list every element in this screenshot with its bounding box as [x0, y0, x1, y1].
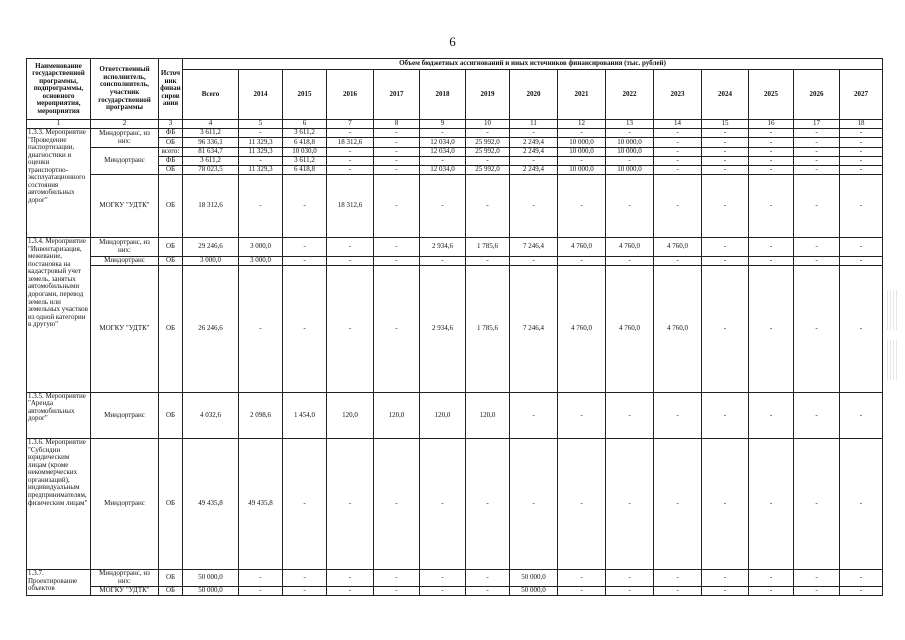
table-row — [27, 256, 883, 265]
value-cell: - — [654, 570, 702, 587]
value-cell: 2 249,4 — [510, 147, 558, 156]
value-cell: - — [702, 147, 749, 156]
value-cell: 49 435,8 — [239, 439, 283, 570]
value-cell: - — [374, 439, 420, 570]
value-cell: 11 329,3 — [239, 147, 283, 156]
value-cell: - — [840, 266, 883, 393]
value-cell: - — [374, 156, 420, 165]
value-cell: - — [794, 570, 840, 587]
value-cell: - — [420, 156, 466, 165]
value-cell: 78 023,5 — [183, 166, 239, 175]
col-index: 3 — [159, 120, 183, 129]
measure-name: 1.3.7. Проектирование объектов — [27, 570, 91, 596]
source-cell: ОБ — [159, 175, 183, 238]
value-cell: - — [840, 129, 883, 138]
header-year: 2014 — [239, 70, 283, 120]
value-cell: - — [558, 129, 606, 138]
value-cell: 12 034,0 — [420, 166, 466, 175]
value-cell: 2 934,6 — [420, 266, 466, 393]
value-cell: - — [558, 156, 606, 165]
value-cell: - — [239, 156, 283, 165]
value-cell: - — [654, 156, 702, 165]
value-cell: - — [840, 138, 883, 147]
value-cell: - — [374, 266, 420, 393]
source-cell: ОБ — [159, 439, 183, 570]
value-cell: - — [510, 256, 558, 265]
col-index: 18 — [840, 120, 883, 129]
value-cell: 2 249,4 — [510, 138, 558, 147]
value-cell: 18 312,6 — [327, 138, 374, 147]
value-cell: 4 032,6 — [183, 392, 239, 438]
table-row — [27, 129, 883, 138]
value-cell: 3 000,0 — [239, 238, 283, 257]
value-cell: - — [749, 166, 794, 175]
value-cell: - — [840, 570, 883, 587]
header-source: Источник финансирования — [159, 59, 183, 120]
value-cell: - — [466, 439, 510, 570]
value-cell: 10 000,0 — [606, 147, 654, 156]
value-cell: - — [420, 129, 466, 138]
executor-cell: Миндортранс — [91, 256, 159, 265]
source-cell: ОБ — [159, 392, 183, 438]
value-cell: - — [558, 175, 606, 238]
header-total: Всего — [183, 70, 239, 120]
value-cell: 1 785,6 — [466, 238, 510, 257]
value-cell: - — [606, 570, 654, 587]
value-cell: - — [510, 392, 558, 438]
col-index: 13 — [606, 120, 654, 129]
value-cell: - — [840, 586, 883, 595]
col-index: 17 — [794, 120, 840, 129]
value-cell: 3 611,2 — [183, 156, 239, 165]
value-cell: - — [374, 147, 420, 156]
value-cell: - — [239, 129, 283, 138]
value-cell: - — [606, 175, 654, 238]
value-cell: - — [239, 175, 283, 238]
value-cell: - — [749, 392, 794, 438]
value-cell: 4 760,0 — [606, 238, 654, 257]
value-cell: - — [466, 256, 510, 265]
executor-cell: МОГКУ "УДТК" — [91, 175, 159, 238]
value-cell: - — [374, 238, 420, 257]
value-cell: - — [283, 586, 327, 595]
col-index: 12 — [558, 120, 606, 129]
col-index: 15 — [702, 120, 749, 129]
value-cell: - — [327, 570, 374, 587]
value-cell: - — [510, 175, 558, 238]
header-year: 2020 — [510, 70, 558, 120]
table-row — [27, 570, 883, 587]
table-row — [27, 175, 883, 238]
value-cell: - — [840, 439, 883, 570]
executor-cell: МОГКУ "УДТК" — [91, 266, 159, 393]
value-cell: - — [749, 439, 794, 570]
value-cell: - — [606, 129, 654, 138]
value-cell: - — [558, 570, 606, 587]
value-cell: 7 246,4 — [510, 266, 558, 393]
value-cell: - — [654, 147, 702, 156]
value-cell: - — [466, 586, 510, 595]
header-year: 2026 — [794, 70, 840, 120]
value-cell: 49 435,8 — [183, 439, 239, 570]
value-cell: - — [510, 156, 558, 165]
value-cell: - — [654, 138, 702, 147]
value-cell: - — [840, 175, 883, 238]
executor-cell: Миндортранс, из них: — [91, 570, 159, 587]
value-cell: - — [283, 570, 327, 587]
value-cell: - — [327, 586, 374, 595]
value-cell: - — [840, 147, 883, 156]
header-name: Наименование государственной программы, подпрограммы, основного мероприятия, мероприятия — [27, 59, 91, 120]
value-cell: 10 000,0 — [606, 138, 654, 147]
value-cell: 4 760,0 — [654, 238, 702, 257]
value-cell: - — [702, 256, 749, 265]
value-cell: - — [794, 147, 840, 156]
value-cell: 12 034,0 — [420, 147, 466, 156]
source-cell: ОБ — [159, 138, 183, 147]
header-year: 2023 — [654, 70, 702, 120]
col-index: 11 — [510, 120, 558, 129]
header-year: 2015 — [283, 70, 327, 120]
value-cell: - — [374, 256, 420, 265]
value-cell: - — [702, 166, 749, 175]
header-year: 2016 — [327, 70, 374, 120]
value-cell: - — [654, 256, 702, 265]
measure-name: 1.3.5. Мероприятие "Аренда автомобильных дорог" — [27, 392, 91, 438]
header-executor: Ответственный исполнитель, соисполнитель, участник государственной программы — [91, 59, 159, 120]
col-index: 2 — [91, 120, 159, 129]
value-cell: 12 034,0 — [420, 138, 466, 147]
header-year: 2017 — [374, 70, 420, 120]
col-index: 4 — [183, 120, 239, 129]
value-cell: - — [654, 392, 702, 438]
col-index: 14 — [654, 120, 702, 129]
value-cell: - — [702, 129, 749, 138]
value-cell: 50 000,0 — [510, 586, 558, 595]
value-cell: - — [702, 439, 749, 570]
value-cell: - — [327, 439, 374, 570]
value-cell: - — [794, 238, 840, 257]
value-cell: 120,0 — [466, 392, 510, 438]
value-cell: - — [283, 439, 327, 570]
value-cell: - — [374, 570, 420, 587]
value-cell: - — [749, 570, 794, 587]
executor-cell: Миндортранс — [91, 147, 159, 175]
page-number: 6 — [449, 34, 456, 49]
col-index: 9 — [420, 120, 466, 129]
value-cell: - — [420, 439, 466, 570]
value-cell: 81 634,7 — [183, 147, 239, 156]
value-cell: - — [794, 392, 840, 438]
value-cell: - — [749, 586, 794, 595]
value-cell: - — [283, 256, 327, 265]
source-cell: ОБ — [159, 256, 183, 265]
value-cell: 3 611,2 — [283, 129, 327, 138]
value-cell: 50 000,0 — [183, 586, 239, 595]
value-cell: - — [702, 570, 749, 587]
value-cell: - — [702, 156, 749, 165]
value-cell: - — [239, 586, 283, 595]
value-cell: - — [702, 586, 749, 595]
table-row — [27, 439, 883, 570]
value-cell: - — [327, 166, 374, 175]
value-cell: 4 760,0 — [654, 266, 702, 393]
col-index: 6 — [283, 120, 327, 129]
source-cell: ОБ — [159, 266, 183, 393]
executor-cell: Миндортранс, из них: — [91, 129, 159, 148]
value-cell: - — [840, 238, 883, 257]
value-cell: 7 246,4 — [510, 238, 558, 257]
value-cell: 6 418,8 — [283, 138, 327, 147]
header-volume: Объем бюджетных ассигнований и иных источников финансирования (тыс. рублей) — [183, 59, 883, 70]
source-cell: ОБ — [159, 238, 183, 257]
value-cell: - — [327, 266, 374, 393]
value-cell: 10 000,0 — [558, 147, 606, 156]
value-cell: - — [374, 138, 420, 147]
source-cell: ФБ — [159, 156, 183, 165]
value-cell: 120,0 — [327, 392, 374, 438]
value-cell: - — [606, 156, 654, 165]
value-cell: - — [283, 238, 327, 257]
value-cell: - — [654, 166, 702, 175]
value-cell: - — [654, 586, 702, 595]
value-cell: 2 249,4 — [510, 166, 558, 175]
value-cell: 3 000,0 — [239, 256, 283, 265]
executor-cell: МОГКУ "УДТК" — [91, 586, 159, 595]
scan-noise — [887, 340, 897, 380]
value-cell: - — [840, 166, 883, 175]
value-cell: 3 000,0 — [183, 256, 239, 265]
source-cell: ОБ — [159, 166, 183, 175]
measure-name: 1.3.4. Мероприятие "Инвентаризация, межевание, постановка на кадастровый учет земель, занятых автомобильными дорогами, перевод земель или земельных участков из одной категории в другую" — [27, 238, 91, 393]
value-cell: - — [327, 156, 374, 165]
source-cell: ФБ — [159, 129, 183, 138]
table-row — [27, 586, 883, 595]
executor-cell: Миндортранс, из них: — [91, 238, 159, 257]
value-cell: - — [749, 156, 794, 165]
value-cell: - — [749, 175, 794, 238]
value-cell: - — [466, 129, 510, 138]
value-cell: 10 000,0 — [558, 166, 606, 175]
value-cell: - — [420, 175, 466, 238]
value-cell: - — [327, 238, 374, 257]
value-cell: - — [749, 256, 794, 265]
measure-name: 1.3.6. Мероприятие "Субсидии юридическим лицам (кроме некоммерческих организаций), индивидуальным предпринимателям, физическим лицам" — [27, 439, 91, 570]
value-cell: - — [794, 266, 840, 393]
value-cell: 4 760,0 — [606, 266, 654, 393]
value-cell: - — [374, 175, 420, 238]
value-cell: - — [558, 586, 606, 595]
value-cell: 1 785,6 — [466, 266, 510, 393]
col-index: 8 — [374, 120, 420, 129]
value-cell: - — [654, 439, 702, 570]
value-cell: 26 246,6 — [183, 266, 239, 393]
value-cell: - — [794, 156, 840, 165]
value-cell: 50 000,0 — [510, 570, 558, 587]
source-cell: ОБ — [159, 586, 183, 595]
value-cell: - — [466, 156, 510, 165]
value-cell: - — [794, 129, 840, 138]
value-cell: - — [749, 129, 794, 138]
value-cell: - — [510, 129, 558, 138]
value-cell: - — [606, 439, 654, 570]
value-cell: - — [283, 175, 327, 238]
value-cell: 4 760,0 — [558, 238, 606, 257]
value-cell: - — [702, 266, 749, 393]
value-cell: 10 030,0 — [283, 147, 327, 156]
value-cell: - — [794, 166, 840, 175]
value-cell: - — [702, 238, 749, 257]
value-cell: - — [794, 586, 840, 595]
value-cell: 50 000,0 — [183, 570, 239, 587]
value-cell: - — [702, 392, 749, 438]
col-index: 10 — [466, 120, 510, 129]
source-cell: ОБ — [159, 570, 183, 587]
value-cell: 6 418,8 — [283, 166, 327, 175]
value-cell: - — [327, 129, 374, 138]
value-cell: - — [749, 238, 794, 257]
value-cell: - — [702, 175, 749, 238]
col-index: 5 — [239, 120, 283, 129]
value-cell: 25 992,0 — [466, 147, 510, 156]
value-cell: - — [749, 266, 794, 393]
value-cell: - — [749, 138, 794, 147]
value-cell: - — [840, 392, 883, 438]
value-cell: - — [239, 266, 283, 393]
value-cell: 3 611,2 — [183, 129, 239, 138]
header-year: 2025 — [749, 70, 794, 120]
value-cell: - — [840, 256, 883, 265]
value-cell: 2 098,6 — [239, 392, 283, 438]
value-cell: 120,0 — [374, 392, 420, 438]
value-cell: 25 992,0 — [466, 166, 510, 175]
value-cell: - — [794, 175, 840, 238]
col-index: 16 — [749, 120, 794, 129]
value-cell: - — [420, 570, 466, 587]
col-index: 1 — [27, 120, 91, 129]
value-cell: - — [466, 175, 510, 238]
measure-name: 1.3.3. Мероприятие "Проведение паспортизации, диагностики и оценки транспортно-эксплуатационного состояния автомобильных дорог" — [27, 129, 91, 238]
value-cell: - — [466, 570, 510, 587]
value-cell: - — [327, 147, 374, 156]
value-cell: - — [374, 129, 420, 138]
budget-table — [26, 58, 883, 596]
executor-cell: Миндортранс — [91, 392, 159, 438]
value-cell: - — [606, 392, 654, 438]
value-cell: - — [749, 147, 794, 156]
value-cell: - — [420, 256, 466, 265]
value-cell: 4 760,0 — [558, 266, 606, 393]
value-cell: - — [510, 439, 558, 570]
scan-noise — [887, 290, 897, 330]
value-cell: 10 000,0 — [558, 138, 606, 147]
table-row — [27, 147, 883, 156]
value-cell: - — [558, 256, 606, 265]
value-cell: - — [840, 156, 883, 165]
value-cell: 29 246,6 — [183, 238, 239, 257]
value-cell: - — [794, 138, 840, 147]
header-year: 2021 — [558, 70, 606, 120]
header-year: 2018 — [420, 70, 466, 120]
value-cell: - — [327, 256, 374, 265]
value-cell: - — [606, 256, 654, 265]
value-cell: 10 000,0 — [606, 166, 654, 175]
value-cell: - — [654, 175, 702, 238]
header-year: 2022 — [606, 70, 654, 120]
value-cell: - — [654, 129, 702, 138]
source-cell: всего: — [159, 147, 183, 156]
table-row — [27, 266, 883, 393]
value-cell: - — [374, 586, 420, 595]
header-year: 2024 — [702, 70, 749, 120]
value-cell: 25 992,0 — [466, 138, 510, 147]
table-row — [27, 238, 883, 257]
value-cell: 1 454,0 — [283, 392, 327, 438]
value-cell: - — [283, 266, 327, 393]
value-cell: 2 934,6 — [420, 238, 466, 257]
value-cell: - — [794, 439, 840, 570]
value-cell: - — [702, 138, 749, 147]
value-cell: - — [239, 570, 283, 587]
value-cell: 18 312,6 — [183, 175, 239, 238]
value-cell: 11 329,3 — [239, 138, 283, 147]
value-cell: - — [606, 586, 654, 595]
value-cell: - — [374, 166, 420, 175]
value-cell: - — [420, 586, 466, 595]
executor-cell: Миндортранс — [91, 439, 159, 570]
value-cell: - — [558, 439, 606, 570]
header-year: 2027 — [840, 70, 883, 120]
header-year: 2019 — [466, 70, 510, 120]
value-cell: 96 336,1 — [183, 138, 239, 147]
table-row — [27, 392, 883, 438]
value-cell: 11 329,3 — [239, 166, 283, 175]
value-cell: 18 312,6 — [327, 175, 374, 238]
value-cell: - — [558, 392, 606, 438]
col-index: 7 — [327, 120, 374, 129]
value-cell: 3 611,2 — [283, 156, 327, 165]
value-cell: 120,0 — [420, 392, 466, 438]
value-cell: - — [794, 256, 840, 265]
